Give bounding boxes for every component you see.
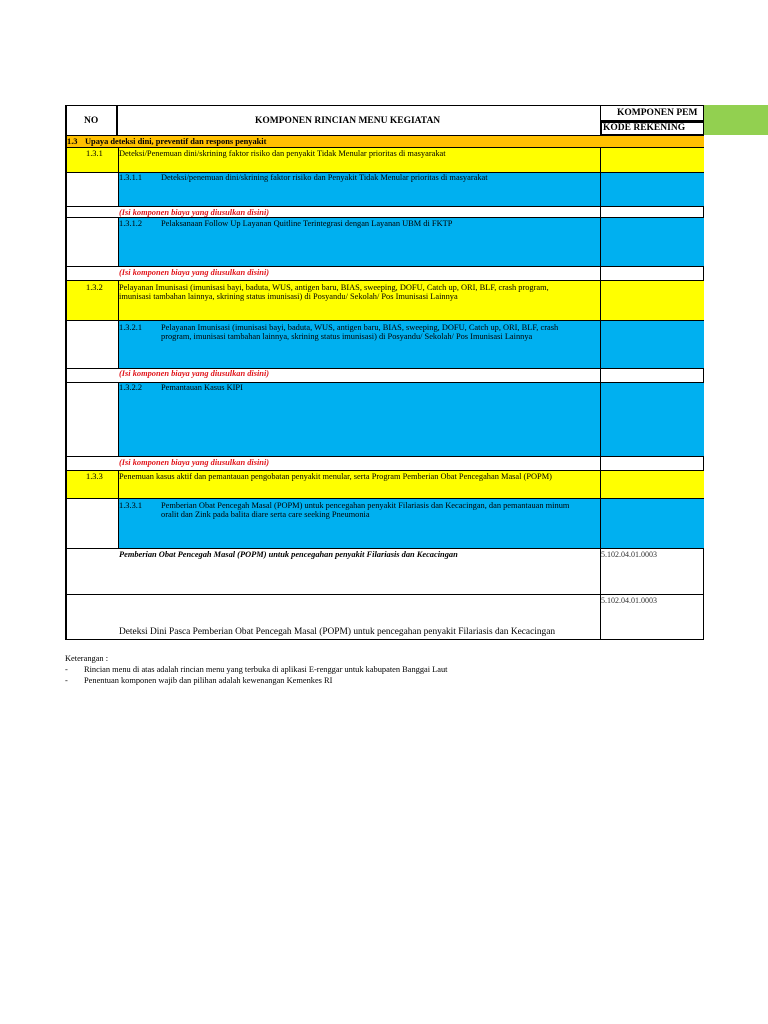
isi-komponen-2: (Isi komponen biaya yang diusulkan disini) — [119, 268, 270, 277]
text-1-3-2-line2: imunisasi tambahan lainnya, skrining status imunisasi) di Posyandu/ Sekolah/ Pos Imunisasi Lainnya — [119, 292, 458, 301]
notes-title: Keterangan : — [65, 654, 109, 663]
isi-komponen-4: (Isi komponen biaya yang diusulkan disini) — [119, 458, 270, 467]
code-1-3-2-1: 1.3.2.1 — [119, 323, 143, 332]
code-1-3-1: 1.3.1 — [86, 149, 103, 158]
header-komponen-pem: KOMPONEN PEM — [617, 108, 698, 118]
code-1-3-3-1: 1.3.3.1 — [119, 501, 143, 510]
text-1-3-1: Deteksi/Penemuan dini/skrining faktor risiko dan penyakit Tidak Menular prioritas di masyarakat — [119, 149, 446, 158]
section-code: 1.3 — [67, 137, 78, 146]
isi-komponen-3: (Isi komponen biaya yang diusulkan disini) — [119, 369, 270, 378]
popm-text: Pemberian Obat Pencegah Masal (POPM) untuk pencegahan penyakit Filariasis dan Kecacingan — [119, 550, 458, 559]
notes-item-2: Penentuan komponen wajib dan pilihan adalah kewenangan Kemenkes RI — [84, 676, 333, 685]
green-header-cell — [703, 105, 768, 135]
code-1-3-3: 1.3.3 — [86, 472, 103, 481]
section-label: Upaya deteksi dini, preventif dan respons penyakit — [85, 137, 267, 146]
text-1-3-3-1-line1: Pemberian Obat Pencegah Masal (POPM) untuk pencegahan penyakit Filariasis dan Kecacingan, dan pemantauan minum — [161, 501, 570, 510]
notes-bullet-2: - — [65, 676, 68, 685]
text-1-3-2-1-line1: Pelayanan Imunisasi (imunisasi bayi, baduta, WUS, antigen baru, BIAS, sweeping, DOFU, Catch up, ORI, BLF, crash — [161, 323, 559, 332]
header-komponen: KOMPONEN RINCIAN MENU KEGIATAN — [255, 116, 441, 126]
notes-bullet-1: - — [65, 665, 68, 674]
text-1-3-2-1-line2: program, imunisasi tambahan lainnya, skrining status imunisasi) di Posyandu/ Sekolah/ Pos Imunisasi Lainnya — [161, 332, 533, 341]
code-1-3-1-1: 1.3.1.1 — [119, 173, 143, 182]
budget-table — [65, 105, 704, 640]
popm-kode: 5.102.04.01.0003 — [601, 550, 657, 559]
deteksi-text: Deteksi Dini Pasca Pemberian Obat Pencegah Masal (POPM) untuk pencegahan penyakit Filariasis dan Kecacingan — [119, 627, 556, 637]
code-1-3-2: 1.3.2 — [86, 283, 103, 292]
text-1-3-1-1: Deteksi/penemuan dini/skrining faktor risiko dan Penyakit Tidak Menular prioritas di masyarakat — [161, 173, 488, 182]
notes-item-1: Rincian menu di atas adalah rincian menu yang terbuka di aplikasi E-renggar untuk kabupaten Banggai Laut — [84, 665, 448, 674]
code-1-3-2-2: 1.3.2.2 — [119, 383, 143, 392]
header-no: NO — [84, 116, 99, 126]
text-1-3-2-line1: Pelayanan Imunisasi (imunisasi bayi, baduta, WUS, antigen baru, BIAS, sweeping, DOFU, Catch up, ORI, BLF, crash program, — [119, 283, 549, 292]
code-1-3-1-2: 1.3.1.2 — [119, 219, 143, 228]
header-kode-rekening: KODE REKENING — [603, 123, 686, 133]
text-1-3-3: Penemuan kasus aktif dan pemantauan pengobatan penyakit menular, serta Program Pemberian Obat Pencegahan Masal (POPM) — [119, 472, 552, 481]
isi-komponen-1: (Isi komponen biaya yang diusulkan disini) — [119, 208, 270, 217]
row-1-3-2-2 — [118, 383, 704, 456]
text-1-3-2-2: Pemantauan Kasus KIPI — [161, 383, 243, 392]
text-1-3-1-2: Pelaksanaan Follow Up Layanan Quitline Terintegrasi dengan Layanan UBM di FKTP — [161, 219, 453, 228]
text-1-3-3-1-line2: oralit dan Zink pada balita diare serta care seeking Pneumonia — [161, 510, 370, 519]
kode-deteksi: 5.102.04.01.0003 — [601, 596, 657, 605]
